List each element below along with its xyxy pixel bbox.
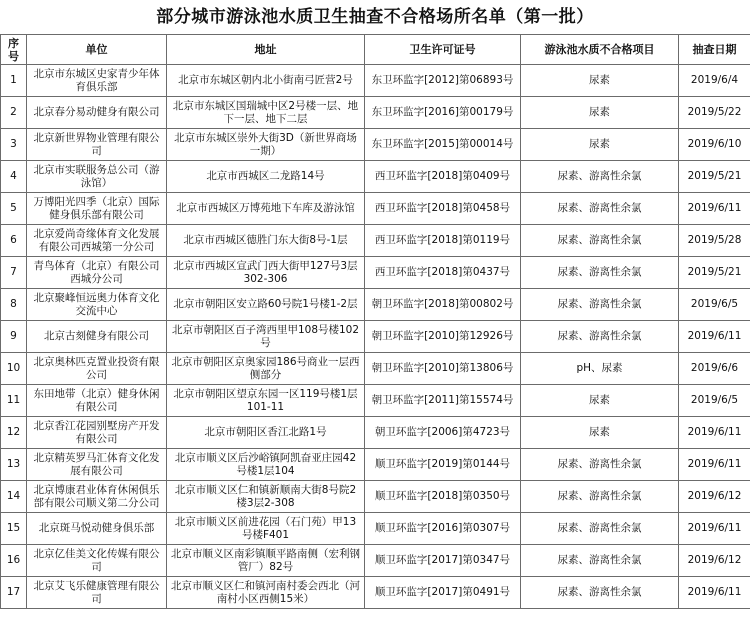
cell-address: 北京市朝阳区安立路60号院1号楼1-2层 (167, 289, 365, 321)
table-row (1, 129, 750, 161)
cell-index: 7 (1, 257, 27, 289)
cell-license: 东卫环监字[2015]第00014号 (365, 129, 521, 161)
table-row (1, 449, 750, 481)
table-row (1, 577, 750, 609)
cell-unit: 东田地带（北京）健身休闲有限公司 (27, 385, 167, 417)
table-row (1, 481, 750, 513)
cell-index: 13 (1, 449, 27, 481)
cell-license: 顺卫环监字[2017]第0347号 (365, 545, 521, 577)
cell-address: 北京市顺义区南彩镇顺平路南侧（宏利钢管厂）82号 (167, 545, 365, 577)
table-row (1, 545, 750, 577)
cell-date: 2019/6/11 (679, 449, 750, 481)
cell-date: 2019/6/5 (679, 289, 750, 321)
cell-index: 2 (1, 97, 27, 129)
column-header-address: 地址 (167, 35, 365, 65)
cell-license: 朝卫环监字[2011]第15574号 (365, 385, 521, 417)
cell-unit: 北京市东城区史家青少年体育俱乐部 (27, 65, 167, 97)
cell-items: 尿素、游离性余氯 (521, 513, 679, 545)
cell-address: 北京市东城区崇外大街3D（新世界商场一期） (167, 129, 365, 161)
cell-index: 6 (1, 225, 27, 257)
cell-date: 2019/6/11 (679, 321, 750, 353)
table-row (1, 193, 750, 225)
cell-items: 尿素、游离性余氯 (521, 289, 679, 321)
cell-address: 北京市东城区朝内北小街南弓匠营2号 (167, 65, 365, 97)
cell-license: 朝卫环监字[2006]第4723号 (365, 417, 521, 449)
cell-address: 北京市朝阳区望京东园一区119号楼1层101-11 (167, 385, 365, 417)
cell-address: 北京市顺义区前进花园（石门苑）甲13号楼F401 (167, 513, 365, 545)
page-title: 部分城市游泳池水质卫生抽查不合格场所名单（第一批） (156, 7, 594, 27)
cell-license: 朝卫环监字[2010]第12926号 (365, 321, 521, 353)
cell-address: 北京市西城区宣武门西大街甲127号3层302-306 (167, 257, 365, 289)
cell-unit: 万博阳光四季（北京）国际健身俱乐部有限公司 (27, 193, 167, 225)
cell-address: 北京市顺义区仁和镇河南村委会西北（河南村小区西侧15米） (167, 577, 365, 609)
cell-address: 北京市西城区二龙路14号 (167, 161, 365, 193)
cell-address: 北京市朝阳区百子湾西里甲108号楼102号 (167, 321, 365, 353)
cell-unit: 北京精英罗马汇体育文化发展有限公司 (27, 449, 167, 481)
cell-date: 2019/6/11 (679, 417, 750, 449)
cell-date: 2019/6/11 (679, 193, 750, 225)
table-row (1, 225, 750, 257)
cell-license: 西卫环监字[2018]第0409号 (365, 161, 521, 193)
table-row (1, 353, 750, 385)
cell-index: 4 (1, 161, 27, 193)
cell-address: 北京市朝阳区香江北路1号 (167, 417, 365, 449)
cell-license: 顺卫环监字[2017]第0491号 (365, 577, 521, 609)
cell-date: 2019/6/6 (679, 353, 750, 385)
table-row (1, 161, 750, 193)
cell-license: 顺卫环监字[2016]第0307号 (365, 513, 521, 545)
cell-address: 北京市顺义区后沙峪镇阿凯奋亚庄园42号楼1层104 (167, 449, 365, 481)
table-row (1, 65, 750, 97)
cell-date: 2019/6/11 (679, 577, 750, 609)
cell-unit: 北京古刻健身有限公司 (27, 321, 167, 353)
cell-date: 2019/6/12 (679, 481, 750, 513)
cell-index: 17 (1, 577, 27, 609)
table-header-row (1, 35, 750, 65)
cell-date: 2019/5/21 (679, 161, 750, 193)
cell-unit: 北京艾飞乐健康管理有限公司 (27, 577, 167, 609)
cell-index: 5 (1, 193, 27, 225)
cell-items: 尿素、游离性余氯 (521, 193, 679, 225)
cell-items: pH、尿素 (521, 353, 679, 385)
cell-index: 9 (1, 321, 27, 353)
table-row (1, 97, 750, 129)
cell-items: 尿素、游离性余氯 (521, 321, 679, 353)
table-row (1, 321, 750, 353)
cell-items: 尿素 (521, 97, 679, 129)
cell-unit: 青鸟体育（北京）有限公司西城分公司 (27, 257, 167, 289)
cell-items: 尿素、游离性余氯 (521, 481, 679, 513)
cell-index: 8 (1, 289, 27, 321)
cell-license: 西卫环监字[2018]第0437号 (365, 257, 521, 289)
cell-items: 尿素、游离性余氯 (521, 225, 679, 257)
table-row (1, 257, 750, 289)
cell-address: 北京市西城区德胜门东大街8号-1层 (167, 225, 365, 257)
table-row (1, 385, 750, 417)
cell-unit: 北京春分易动健身有限公司 (27, 97, 167, 129)
cell-index: 3 (1, 129, 27, 161)
cell-license: 西卫环监字[2018]第0458号 (365, 193, 521, 225)
cell-items: 尿素、游离性余氯 (521, 161, 679, 193)
cell-items: 尿素 (521, 385, 679, 417)
cell-unit: 北京奥林匹克置业投资有限公司 (27, 353, 167, 385)
cell-items: 尿素、游离性余氯 (521, 257, 679, 289)
cell-license: 东卫环监字[2012]第06893号 (365, 65, 521, 97)
cell-license: 西卫环监字[2018]第0119号 (365, 225, 521, 257)
cell-unit: 北京爱尚奇缘体育文化发展有限公司西城第一分公司 (27, 225, 167, 257)
cell-items: 尿素 (521, 129, 679, 161)
cell-address: 北京市朝阳区京奥家园186号商业一层西侧部分 (167, 353, 365, 385)
cell-license: 东卫环监字[2016]第00179号 (365, 97, 521, 129)
cell-date: 2019/6/12 (679, 545, 750, 577)
cell-index: 15 (1, 513, 27, 545)
cell-unit: 北京亿佳美文化传媒有限公司 (27, 545, 167, 577)
table-row (1, 513, 750, 545)
cell-date: 2019/5/21 (679, 257, 750, 289)
cell-index: 10 (1, 353, 27, 385)
table-row (1, 289, 750, 321)
cell-unit: 北京香江花园别墅房产开发有限公司 (27, 417, 167, 449)
cell-unit: 北京市实联服务总公司（游泳馆） (27, 161, 167, 193)
cell-address: 北京市东城区国瑞城中区2号楼一层、地下一层、地下二层 (167, 97, 365, 129)
column-header-unit: 单位 (27, 35, 167, 65)
cell-items: 尿素、游离性余氯 (521, 449, 679, 481)
column-header-license: 卫生许可证号 (365, 35, 521, 65)
cell-license: 朝卫环监字[2018]第00802号 (365, 289, 521, 321)
cell-date: 2019/6/10 (679, 129, 750, 161)
table-row (1, 417, 750, 449)
cell-items: 尿素、游离性余氯 (521, 545, 679, 577)
cell-date: 2019/6/11 (679, 513, 750, 545)
cell-index: 1 (1, 65, 27, 97)
cell-unit: 北京斑马悦动健身俱乐部 (27, 513, 167, 545)
cell-items: 尿素 (521, 417, 679, 449)
cell-license: 朝卫环监字[2010]第13806号 (365, 353, 521, 385)
cell-unit: 北京聚峰恒远奥力体育文化交流中心 (27, 289, 167, 321)
cell-items: 尿素、游离性余氯 (521, 577, 679, 609)
column-header-date: 抽查日期 (679, 35, 750, 65)
cell-index: 14 (1, 481, 27, 513)
cell-address: 北京市西城区万博苑地下车库及游泳馆 (167, 193, 365, 225)
cell-unit: 北京博康君业体育休闲俱乐部有限公司顺义第二分公司 (27, 481, 167, 513)
column-header-items: 游泳池水质不合格项目 (521, 35, 679, 65)
cell-index: 12 (1, 417, 27, 449)
cell-address: 北京市顺义区仁和镇新顺南大街8号院2楼3层2-308 (167, 481, 365, 513)
cell-date: 2019/6/5 (679, 385, 750, 417)
cell-date: 2019/5/28 (679, 225, 750, 257)
cell-license: 顺卫环监字[2018]第0350号 (365, 481, 521, 513)
cell-unit: 北京新世界物业管理有限公司 (27, 129, 167, 161)
table-body (1, 65, 750, 609)
cell-items: 尿素 (521, 65, 679, 97)
cell-index: 16 (1, 545, 27, 577)
column-header-index: 序号 (1, 35, 27, 65)
cell-index: 11 (1, 385, 27, 417)
cell-date: 2019/6/4 (679, 65, 750, 97)
cell-license: 顺卫环监字[2019]第0144号 (365, 449, 521, 481)
cell-date: 2019/5/22 (679, 97, 750, 129)
results-table (0, 34, 750, 609)
